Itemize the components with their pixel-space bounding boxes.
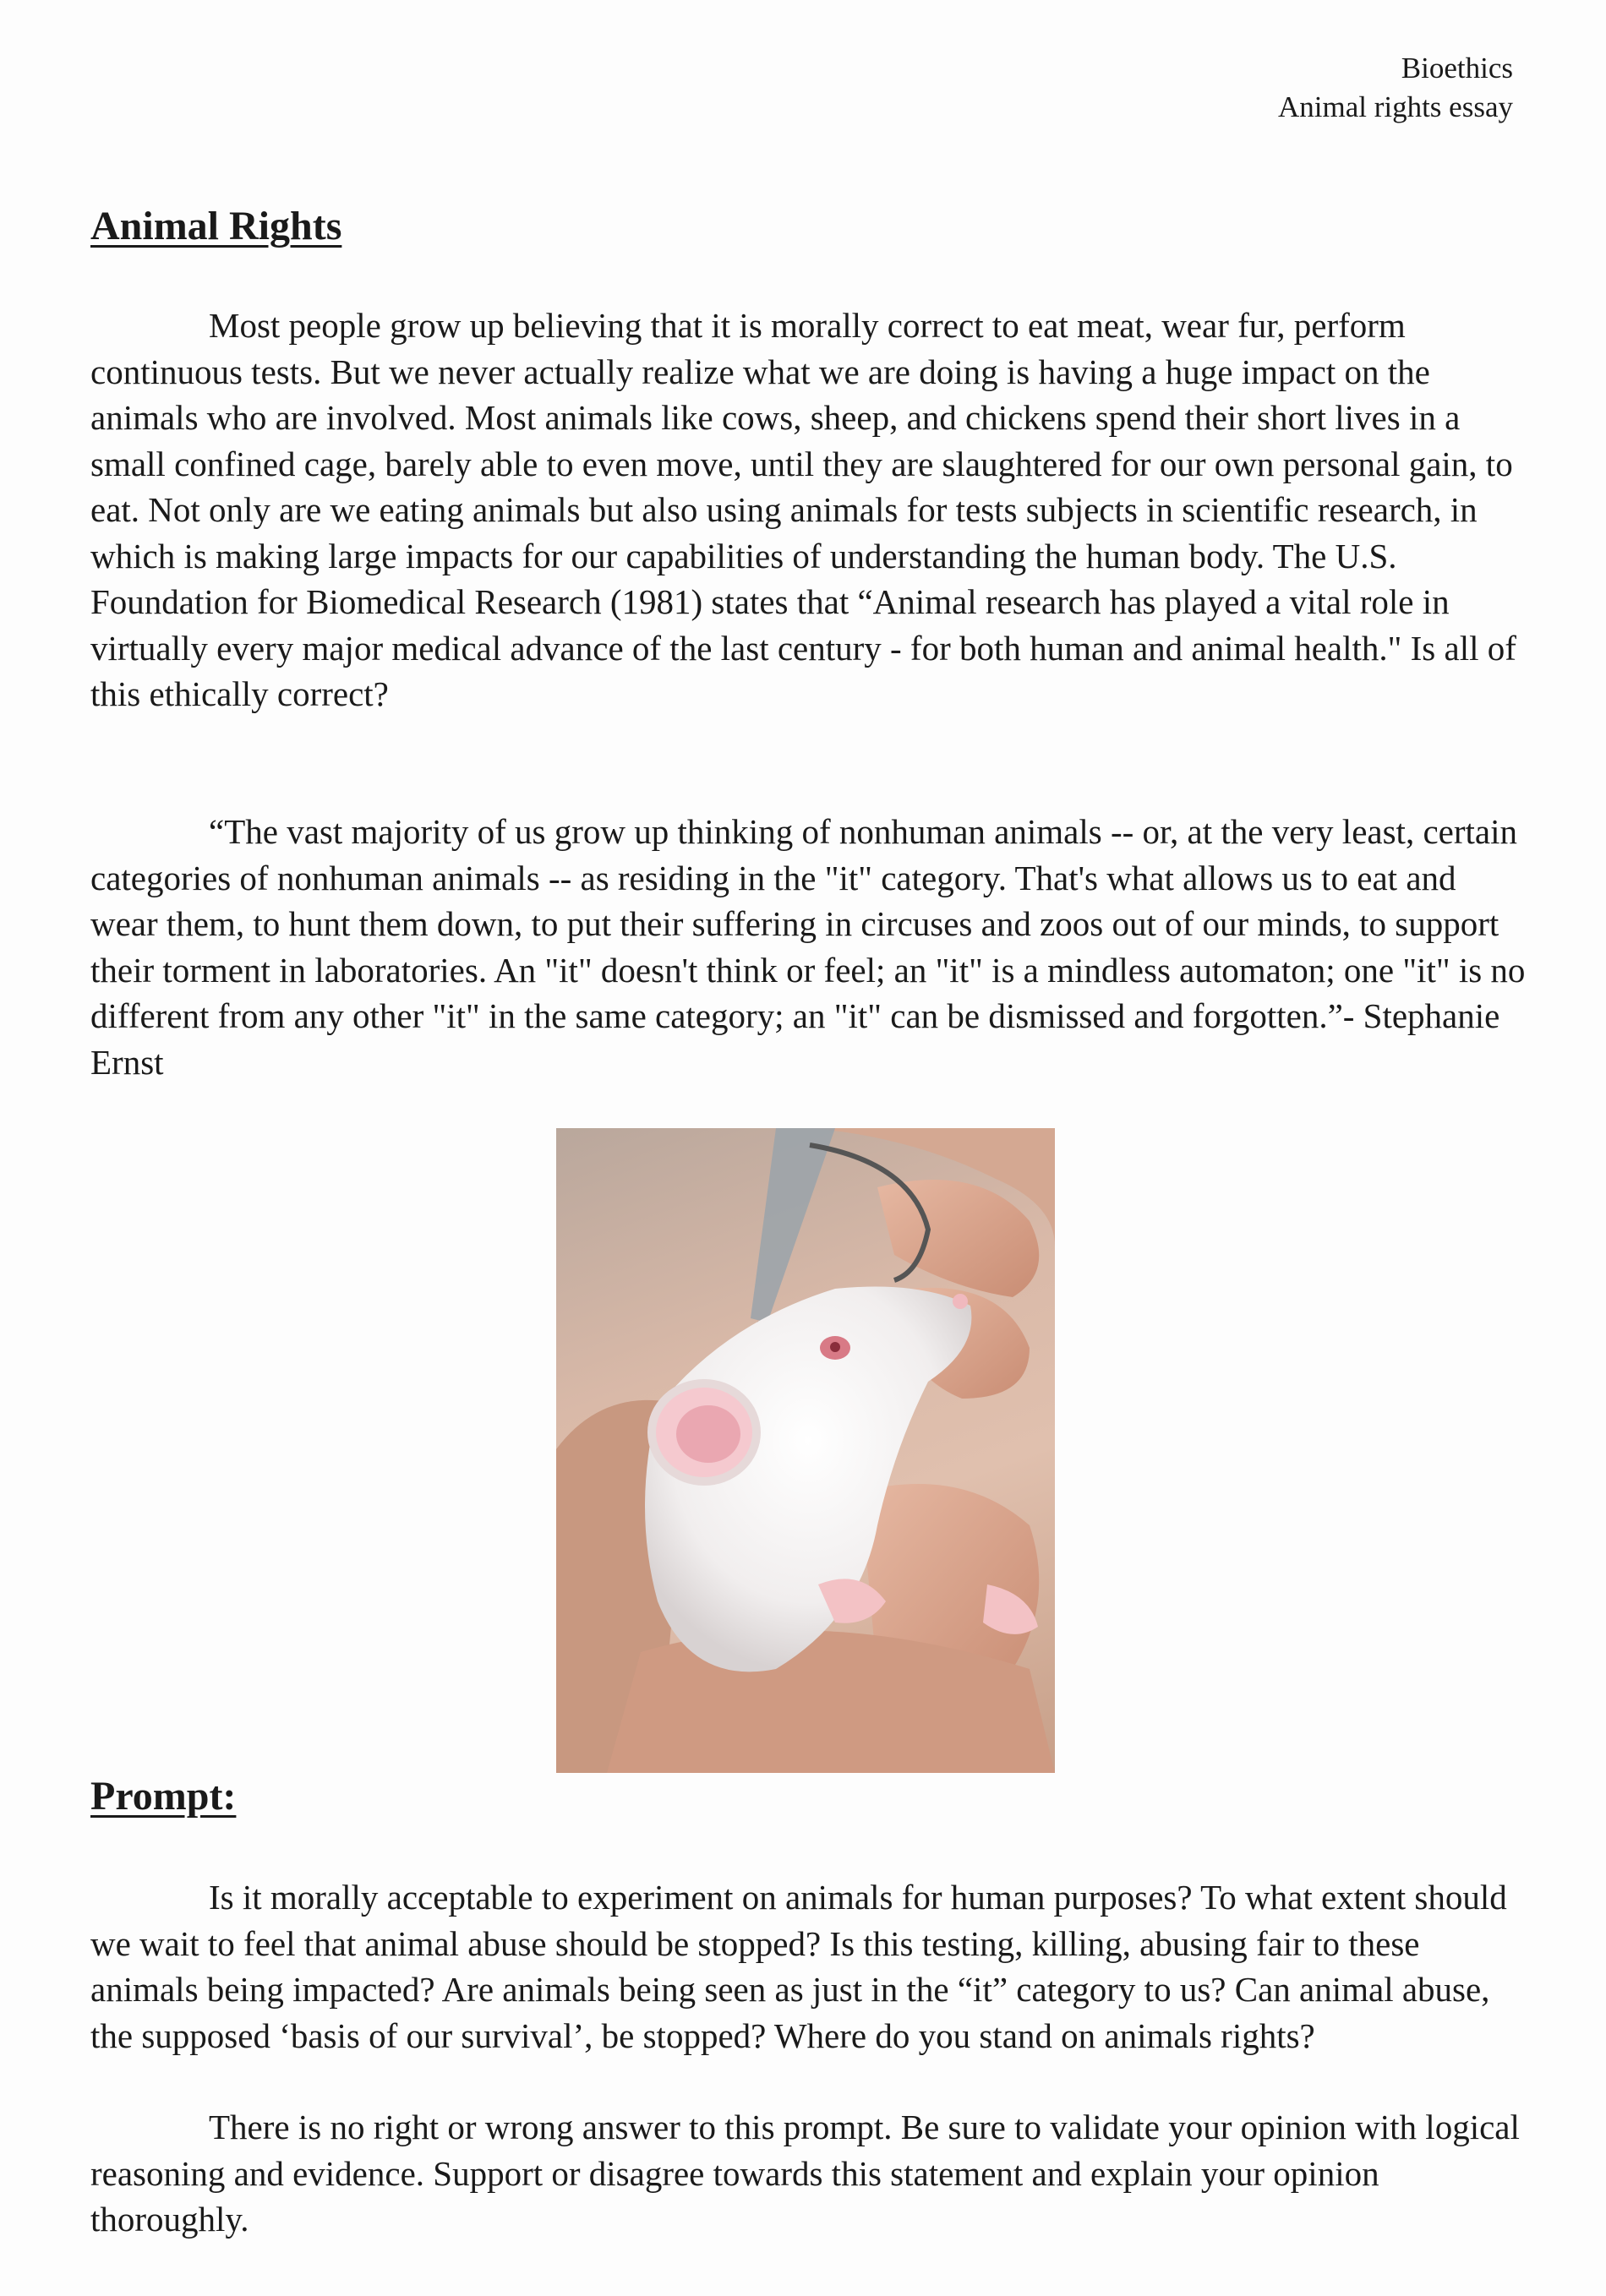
course-name: Bioethics [1401, 52, 1513, 85]
intro-paragraph [90, 303, 1527, 717]
section-title-animal-rights: Animal Rights [90, 204, 342, 248]
instructions-paragraph-text: There is no right or wrong answer to this prompt. Be sure to validate your opinion with logical reasoning and evidence. Support or disagree towards this statement and explain your opinion thoroughly. [90, 2108, 1520, 2239]
quote-paragraph [90, 809, 1527, 1085]
instructions-paragraph [90, 2104, 1527, 2243]
rat-nose-shape [953, 1294, 968, 1309]
page-header [1278, 49, 1513, 127]
rat-inner-ear-shape [676, 1405, 740, 1463]
intro-paragraph-text: Most people grow up believing that it is morally correct to eat meat, wear fur, perform continuous tests. But we never actually realize what we are doing is having a huge impact on the animals who are involved. Most animals like cows, sheep, and chickens spend their short lives in a small confined cage, barely able to even move, until they are slaughtered for our own personal gain, to eat. Not only are we eating animals but also using animals for tests subjects in scientific research, in which is making large impacts for our capabilities of understanding the human body. The U.S. Foundation for Biomedical Research (1981) states that “Animal research has played a vital role in virtually every major medical advance of the last century - for both human and animal health." Is all of this ethically correct? [90, 306, 1516, 713]
assignment-name: Animal rights essay [1277, 90, 1513, 123]
prompt-paragraph-text: Is it morally acceptable to experiment on animals for human purposes? To what extent should we wait to feel that animal abuse should be stopped? Is this testing, killing, abusing fair to these animals being impacted? Are animals being seen as just in the “it” category to us? Can animal abuse, the supposed ‘basis of our survival’, be stopped? Where do you stand on animals rights? [90, 1878, 1507, 2055]
quote-paragraph-text: “The vast majority of us grow up thinking of nonhuman animals -- or, at the very least, certain categories of nonhuman animals -- as residing in the "it" category. That's what allows us to eat and wear them, to hunt them down, to put their suffering in circuses and zoos out of our minds, to support their torment in laboratories. An "it" doesn't think or feel; an "it" is a mindless automaton; one "it" is no different from any other "it" in the same category; an "it" can be dismissed and forgotten.”- Stephanie Ernst [90, 812, 1526, 1082]
prompt-paragraph [90, 1874, 1527, 2059]
lab-rat-photo [556, 1128, 1055, 1773]
section-title-prompt: Prompt: [90, 1774, 237, 1819]
lab-rat-illustration [556, 1128, 1055, 1773]
rat-pupil-shape [830, 1342, 840, 1352]
